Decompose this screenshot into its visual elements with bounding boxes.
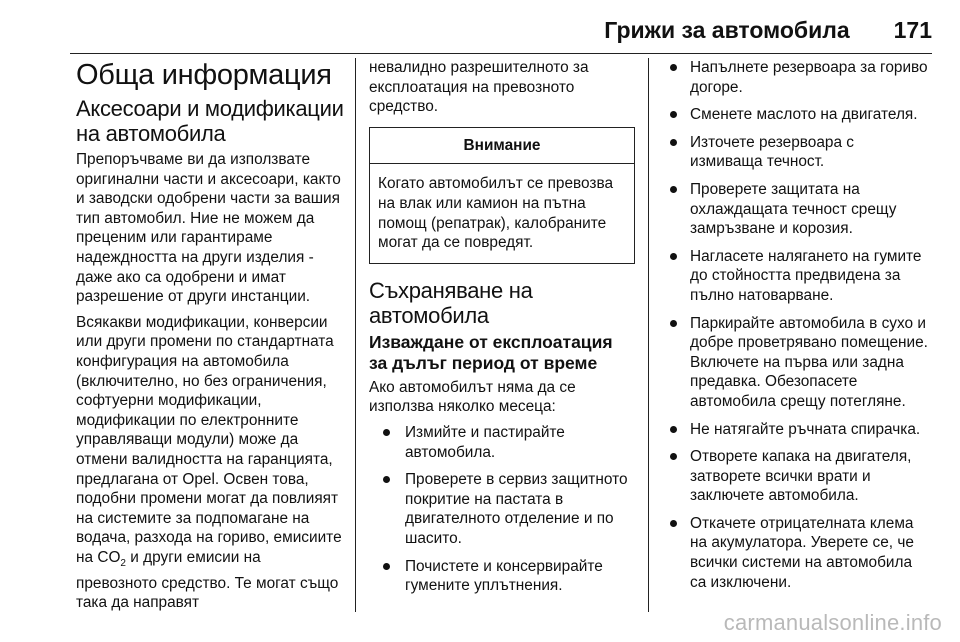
- subheading: Изваждане от експлоатация за дълъг период от време: [369, 331, 613, 373]
- list-item: Не натягайте ръчната спирачка.: [662, 420, 930, 440]
- bullet-list: [369, 423, 635, 596]
- column-1: [76, 58, 344, 619]
- column-3: [662, 58, 930, 600]
- list-item: Откачете отрицателната клема на акумулатора. Уверете се, че всички системи на автомобила са изключени.: [662, 514, 930, 592]
- list-item: Почистете и консервирайте гумените уплътнения.: [369, 557, 635, 596]
- page-header: [70, 8, 932, 52]
- bullet-list: [662, 58, 930, 592]
- header-rule: [70, 53, 932, 54]
- list-item: Измийте и пастирайте автомобила.: [369, 423, 635, 462]
- paragraph: Всякакви модификации, конверсии или други промени по стандартната конфигурация на автомобила (включително, но без ограничения, софтуерни модификации, модификации по електронните управляващи модули) може да отмени валидността на гаранцията, предлагана от Opel. Освен това, подобни промени могат да повлияят на системите за подпомагане на водача, разхода на гориво, емисиите на $CO_2$ и други емисии на превозното средство. Те могат също така да направят: [76, 313, 342, 612]
- list-item: Отворете капака на двигателя, затворете всички врати и заключете автомобила.: [662, 447, 930, 506]
- column-divider: [648, 58, 649, 612]
- running-section-title: Грижи за автомобила: [604, 16, 850, 43]
- notice-box: [369, 127, 635, 264]
- list-item: Напълнете резервоара за гориво догоре.: [662, 58, 930, 97]
- list-item: Източете резервоара с измиваща течност.: [662, 133, 930, 172]
- list-item: Сменете маслото на двигателя.: [662, 105, 930, 125]
- paragraph-continuation: невалидно разрешителното за експлоатация на превозното средство.: [369, 59, 589, 116]
- paragraph: Ако автомобилът няма да се използва няколко месеца:: [369, 378, 576, 416]
- paragraph: Препоръчваме ви да използвате оригинални части и аксесоари, както и заводски одобрени части за вашия тип автомобил. Ние не можем да преценим или гарантираме надеждността на други изделия - даже ако са одобрени и имат разрешение от други инстанции.: [76, 151, 341, 306]
- watermark: carmanualsonline.info: [723, 610, 942, 635]
- section-title: Обща информация: [76, 59, 332, 91]
- page-number: 171: [893, 16, 932, 43]
- subsection-title: Аксесоари и модификации на автомобила: [76, 96, 344, 146]
- list-item: Паркирайте автомобила в сухо и добре проветрявано помещение. Включете на първа или задна предавка. Обезопасете автомобила срещу потегляне.: [662, 314, 930, 412]
- column-divider: [355, 58, 356, 612]
- list-item: Нагласете налягането на гумите до стойността предвидена за пълно натоварване.: [662, 247, 930, 306]
- notice-text: Когато автомобилът се превозва на влак или камион на пътна помощ (репатрак), калобраните могат да се повредят.: [378, 175, 614, 252]
- notice-title: Внимание: [370, 128, 634, 165]
- subsection-title: Съхраняване на автомобила: [369, 277, 533, 328]
- column-2: [369, 58, 635, 604]
- list-item: Проверете в сервиз защитното покритие на пастата в двигателното отделение и по шасито.: [369, 470, 635, 548]
- list-item: Проверете защитата на охлаждащата течност срещу замръзване и корозия.: [662, 180, 930, 239]
